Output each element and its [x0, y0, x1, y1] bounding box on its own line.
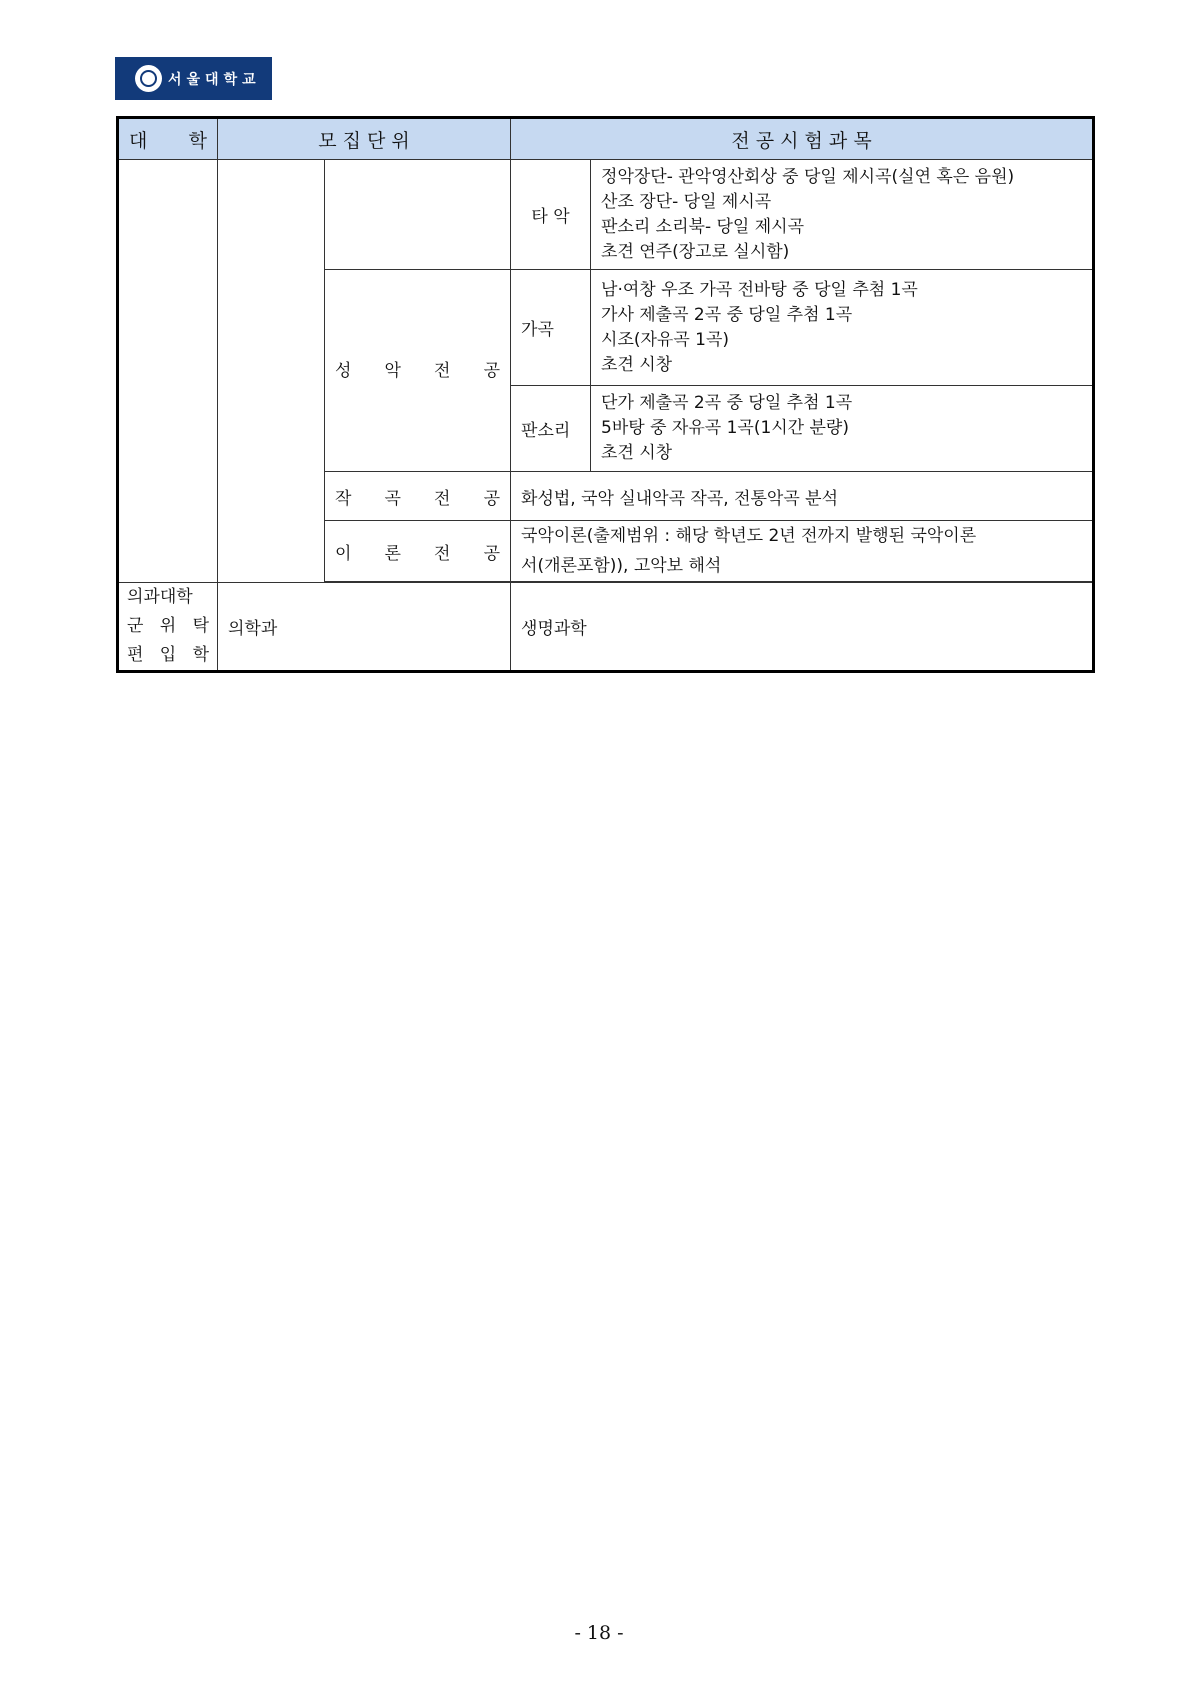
medical-subject: 생명과학: [511, 583, 1094, 672]
subject-line: 초견 시창: [601, 354, 673, 375]
university-cell: [118, 160, 218, 583]
header-exam-subject: 전 공 시 험 과 목: [511, 118, 1094, 160]
header-recruit-unit: 모 집 단 위: [218, 118, 511, 160]
theory-subjects: [511, 521, 1094, 582]
table-row: [118, 583, 1094, 672]
pansori-subjects: [591, 386, 1094, 472]
medical-university: [118, 583, 218, 672]
university-logo: [115, 57, 272, 100]
vocal-major-label: 성 악 전 공: [325, 270, 511, 472]
subject-line: 초견 연주(장고로 실시함): [601, 241, 790, 262]
exam-subject-table: [116, 116, 1095, 673]
unit-cell: [218, 160, 325, 583]
gagok-label: 가곡: [511, 270, 591, 386]
subject-line: 서(개론포함)), 고악보 해석: [521, 556, 722, 576]
subject-line: 남·여창 우조 가곡 전바탕 중 당일 추첨 1곡: [601, 279, 918, 300]
taak-subjects: [591, 160, 1094, 270]
subject-line: 산조 장단- 당일 제시곡: [601, 191, 772, 212]
subject-line: 가사 제출곡 2곡 중 당일 추첨 1곡: [601, 304, 853, 325]
subject-line: 초견 시창: [601, 443, 673, 463]
taak-label: 타 악: [511, 160, 591, 270]
major-cell: [325, 160, 511, 270]
pansori-label: 판소리: [511, 386, 591, 472]
university-line: 의과대학: [127, 587, 193, 607]
table-row: [118, 160, 1094, 270]
subject-line: 국악이론(출제범위 : 해당 학년도 2년 전까지 발행된 국악이론: [521, 526, 977, 546]
composition-label: 작 곡 전 공: [325, 472, 511, 521]
university-line: 편 입 학: [127, 645, 209, 665]
subject-line: 단가 제출곡 2곡 중 당일 추첨 1곡: [601, 393, 853, 413]
medical-unit: 의학과: [218, 583, 511, 672]
logo-text: 서울대학교: [168, 71, 261, 88]
subject-line: 5바탕 중 자유곡 1곡(1시간 분량): [601, 418, 849, 438]
gagok-subjects: [591, 270, 1094, 386]
header-university: 대 학: [118, 118, 218, 160]
composition-subjects: 화성법, 국악 실내악곡 작곡, 전통악곡 분석: [511, 472, 1094, 521]
page-number: - 18 -: [574, 1622, 624, 1644]
subject-line: 판소리 소리북- 당일 제시곡: [601, 216, 805, 237]
university-line: 군 위 탁: [127, 616, 209, 636]
subject-line: 시조(자유곡 1곡): [601, 329, 730, 350]
theory-label: 이 론 전 공: [325, 521, 511, 582]
seal-icon: [135, 65, 162, 92]
subject-line: 정악장단- 관악영산회상 중 당일 제시곡(실연 혹은 음원): [601, 166, 1015, 187]
table-header-row: [118, 118, 1094, 160]
